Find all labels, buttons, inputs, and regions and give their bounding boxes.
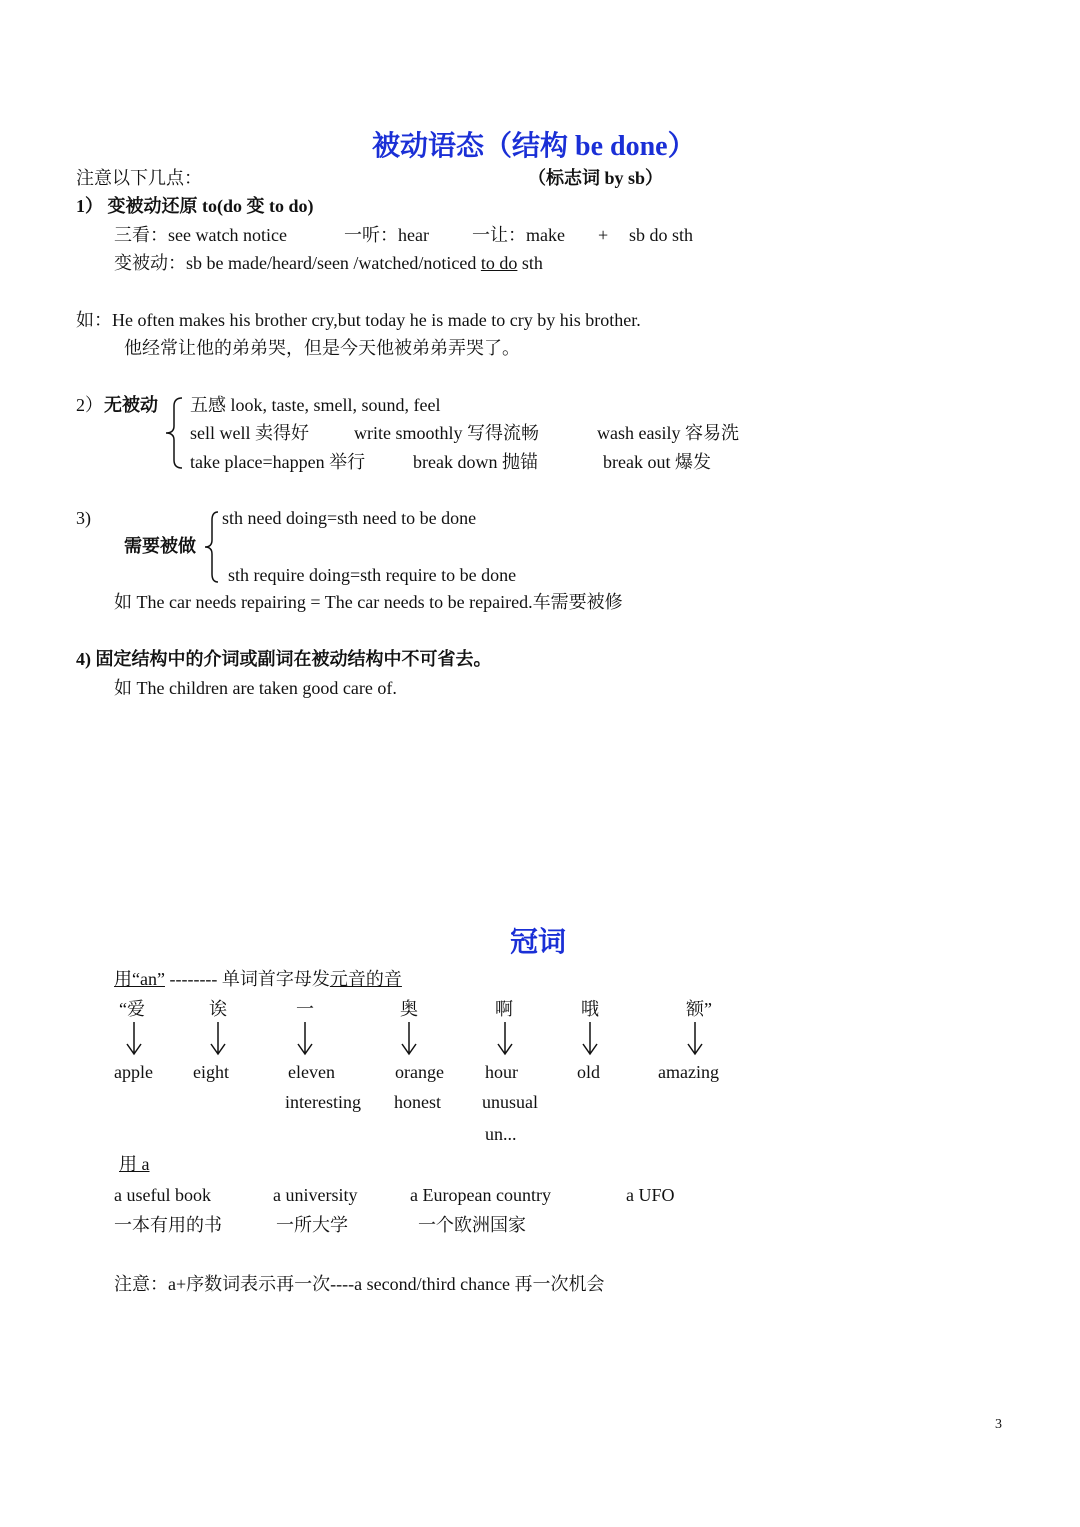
- word-example: old: [577, 1062, 601, 1082]
- require-doing: sth require doing=sth require to be done: [228, 565, 517, 585]
- point4-heading: 4) 固定结构中的介词或副词在被动结构中不可省去。: [76, 649, 492, 669]
- sound-label: 啊: [495, 999, 513, 1019]
- passive-prefix: 变被动：sb be made/heard/seen /watched/noticed: [114, 253, 481, 273]
- word-example: eight: [193, 1062, 229, 1082]
- word-example: apple: [114, 1062, 153, 1082]
- word-example: eleven: [288, 1062, 335, 1082]
- an-rule-dashes: -------- 单词首字母发: [164, 969, 330, 989]
- word-example: honest: [394, 1092, 441, 1112]
- a-example: a European country: [410, 1185, 551, 1205]
- a-example-cn: 一个欧洲国家: [418, 1215, 526, 1235]
- word-example: orange: [395, 1062, 444, 1082]
- word-example: unusual: [482, 1092, 538, 1112]
- sound-label: “爱: [119, 999, 145, 1019]
- sound-label: 一: [296, 999, 314, 1019]
- sb-do-sth: sb do sth: [629, 225, 694, 245]
- section-title-articles: 冠词: [510, 927, 567, 958]
- a-example: a useful book: [114, 1185, 211, 1205]
- point4-example: 如 The children are taken good care of.: [114, 678, 397, 698]
- point2-number: 2）: [76, 395, 103, 415]
- a-example: a UFO: [626, 1185, 675, 1205]
- arrow-down-icon: [495, 1020, 515, 1056]
- word-example: amazing: [658, 1062, 719, 1082]
- sound-label: 哦: [581, 999, 599, 1019]
- a-example-cn: 一所大学: [276, 1215, 348, 1235]
- example-cn: 他经常让他的弟弟哭，但是今天他被弟弟弄哭了。: [124, 338, 520, 358]
- point3-example: 如 The car needs repairing = The car needs to be repaired.车需要被修: [114, 592, 623, 612]
- wash-easily: wash easily 容易洗: [597, 423, 739, 443]
- brace-icon-point3: [202, 510, 222, 584]
- see-label: 三看：see watch notice: [114, 225, 287, 245]
- plus-sign: +: [598, 225, 609, 245]
- sell-well: sell well 卖得好: [190, 423, 309, 443]
- need-doing: sth need doing=sth need to be done: [222, 508, 477, 528]
- an-rule-prefix: 用“an”: [114, 969, 165, 989]
- section-title-passive: 被动语态（结构 be done）: [372, 131, 696, 162]
- an-rule: [114, 968, 402, 990]
- word-example: un...: [485, 1124, 517, 1144]
- arrow-down-icon: [399, 1020, 419, 1056]
- an-rule-underlined: 元音的音: [329, 969, 402, 989]
- a-example-cn: 一本有用的书: [114, 1215, 222, 1235]
- ordinal-note: 注意：a+序数词表示再一次----a second/third chance 再一次机会: [114, 1274, 605, 1294]
- intro-text: 注意以下几点：: [76, 168, 202, 188]
- a-example: a university: [273, 1185, 358, 1205]
- sound-label: 奥: [400, 999, 418, 1019]
- make-label: 一让：make: [472, 225, 565, 245]
- sound-label: 额”: [686, 999, 712, 1019]
- point1-heading: 1） 变被动还原 to(do 变 to do): [76, 196, 314, 216]
- break-down: break down 抛锚: [413, 452, 538, 472]
- brace-icon-point2: [160, 396, 186, 470]
- sound-label: 诶: [209, 999, 227, 1019]
- passive-suffix: sth: [517, 253, 543, 273]
- arrow-down-icon: [295, 1020, 315, 1056]
- write-smoothly: write smoothly 写得流畅: [354, 423, 539, 443]
- word-example: interesting: [285, 1092, 361, 1112]
- arrow-down-icon: [208, 1020, 228, 1056]
- word-example: hour: [485, 1062, 518, 1082]
- a-rule: 用 a: [119, 1154, 150, 1174]
- hear-label: 一听：hear: [344, 225, 429, 245]
- passive-rule: [114, 252, 543, 274]
- senses-row: 五感 look, taste, smell, sound, feel: [190, 395, 441, 415]
- point3-number: 3): [76, 508, 91, 528]
- arrow-down-icon: [685, 1020, 705, 1056]
- example-en: 如：He often makes his brother cry,but today he is made to cry by his brother.: [76, 310, 641, 330]
- passive-to-do: to do: [480, 253, 518, 273]
- point3-heading: 需要被做: [124, 536, 196, 556]
- break-out: break out 爆发: [603, 452, 711, 472]
- page-number: 3: [995, 1417, 1002, 1432]
- arrow-down-icon: [124, 1020, 144, 1056]
- take-place: take place=happen 举行: [190, 452, 366, 472]
- marker-note: （标志词 by sb）: [528, 168, 664, 188]
- point2-heading: 无被动: [104, 395, 158, 415]
- arrow-down-icon: [580, 1020, 600, 1056]
